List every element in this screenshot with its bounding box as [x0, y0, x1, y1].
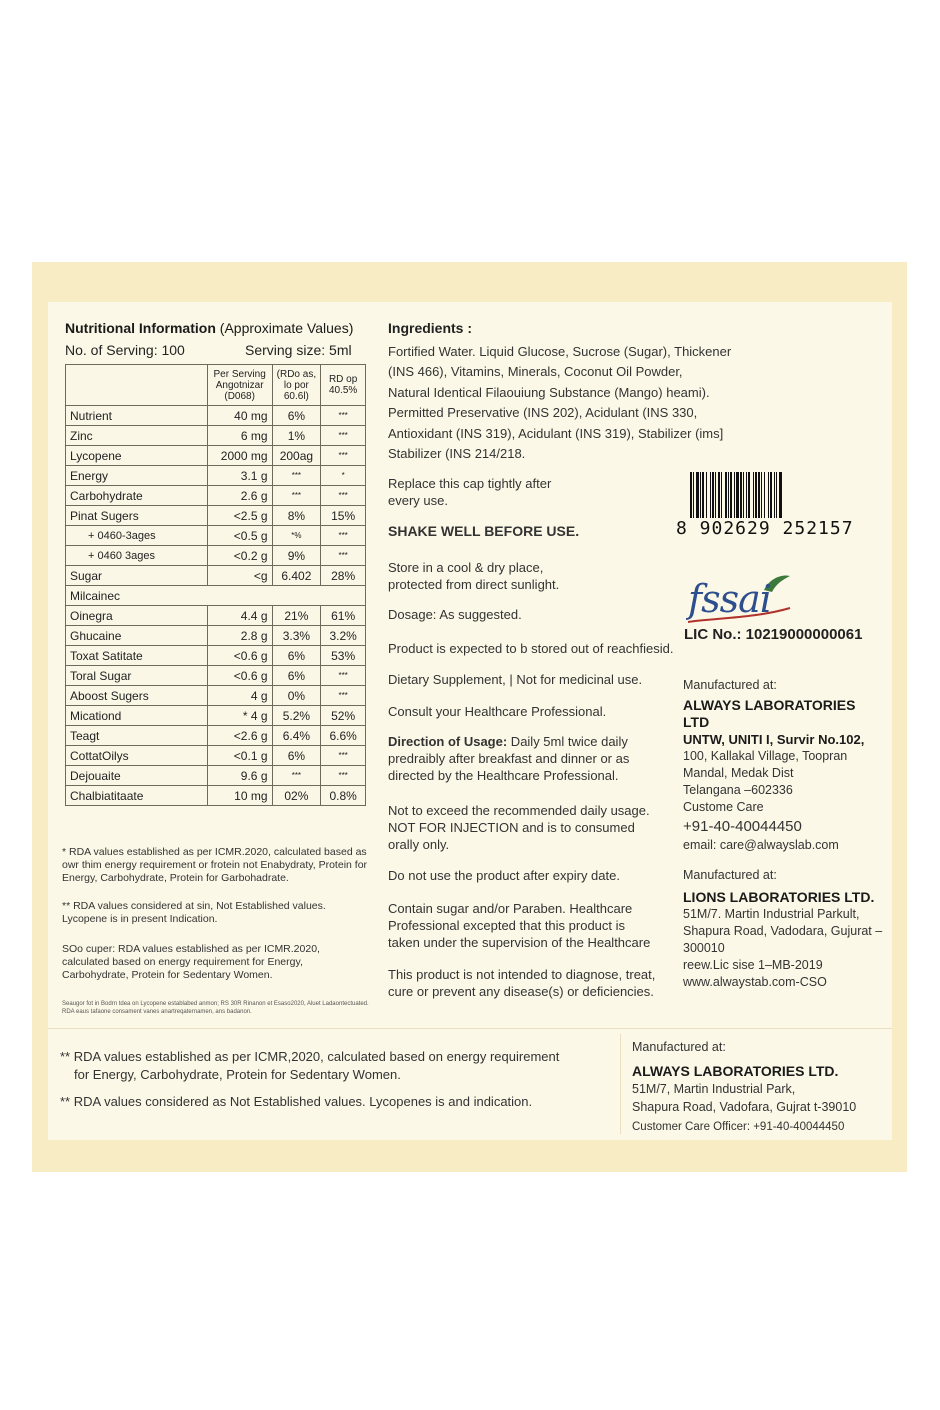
table-row	[66, 486, 366, 506]
manufacturer-address: Shapura Road, Vadofara, Gujrat t-39010	[632, 1100, 857, 1114]
nutrient-rdb: *	[321, 466, 366, 486]
nutrient-name: Ghucaine	[66, 626, 208, 646]
nutrient-name: Micationd	[66, 706, 208, 726]
nutrient-rdb: 61%	[321, 606, 366, 626]
barcode-bar	[696, 472, 699, 520]
nutrient-rda: 6.4%	[272, 726, 321, 746]
manufacturer-address: 300010	[683, 941, 725, 955]
table-row	[66, 606, 366, 626]
manufacturer-label: Manufactured at:	[632, 1040, 726, 1054]
barcode-bar	[753, 472, 754, 520]
barcode-graphic	[690, 472, 868, 524]
nutrient-amount: <2.5 g	[207, 506, 272, 526]
customer-care-line: Customer Care Officer: +91-40-40044450	[632, 1121, 845, 1133]
nutrient-rda: 5.2%	[272, 706, 321, 726]
footnote-4: Seaugor fot in Bodrn tdea on Lycopene establabed anmon; RS 30R Rinanon et Esaso2020, Aluet Ladaontectuated. RDA eaus tafaone consament vanes anartreqaternamen, ans badanon.	[62, 1001, 369, 1015]
manufacturer-label: Manufactured at:	[683, 868, 777, 882]
nutrient-amount: 10 mg	[207, 786, 272, 806]
table-row	[66, 526, 366, 546]
storage-note: Store in a cool & dry place, protected from direct sunlight.	[388, 560, 560, 592]
nutrient-rda: 6%	[272, 646, 321, 666]
barcode-bar	[693, 472, 694, 520]
table-row	[66, 706, 366, 726]
nutrient-name: Milcainec	[66, 586, 366, 606]
nutrient-rdb: ***	[321, 446, 366, 466]
nutrient-name: Dejouaite	[66, 766, 208, 786]
nutrition-table	[65, 364, 366, 806]
nutrient-name: Toxat Satitate	[66, 646, 208, 666]
nutrient-rda: 200ag	[272, 446, 321, 466]
barcode-bar	[736, 472, 739, 520]
nutrient-name: CottatOilys	[66, 746, 208, 766]
bottom-note-2: ** RDA values considered as Not Established values. Lycopenes is and indication.	[60, 1094, 533, 1109]
footnote-2: ** RDA values considered at sin, Not Established values. Lycopene is in present Indication.	[62, 900, 326, 925]
manufacturer-company: LIONS LABORATORIES LTD.	[683, 889, 875, 905]
table-header-per-serving: Per Serving Angotnizar (D068)	[207, 365, 272, 406]
nutrient-amount: <0.6 g	[207, 666, 272, 686]
manufacturer-label: Manufactured at:	[683, 678, 777, 692]
nutrient-amount: 9.6 g	[207, 766, 272, 786]
manufacturer-address: Mandal, Medak Dist	[683, 766, 794, 780]
nutrient-name: Sugar	[66, 566, 208, 586]
barcode-bar	[748, 472, 750, 520]
nutrient-amount: 40 mg	[207, 406, 272, 426]
table-row	[66, 426, 366, 446]
bottom-manufacturer-block	[632, 1038, 882, 1136]
fssai-logo	[686, 572, 796, 624]
barcode-bar	[768, 472, 769, 520]
nutrient-name: Nutrient	[66, 406, 208, 426]
barcode-bar	[761, 472, 762, 520]
table-header-rda-b: RD op 40.5%	[321, 365, 366, 406]
nutrient-rda: 21%	[272, 606, 321, 626]
customer-care-email: email: care@alwayslab.com	[683, 838, 839, 852]
barcode-bar	[776, 472, 777, 520]
nutrient-amount: 2.6 g	[207, 486, 272, 506]
nutrient-rdb: ***	[321, 666, 366, 686]
table-row	[66, 746, 366, 766]
nutrient-amount: 4 g	[207, 686, 272, 706]
footnote-1: * RDA values established as per ICMR.2020, calculated based as owr thim energy requirement or frotein not Enabydraty, Protein for Energy, Carbohydrate, Protein for Garbohadrate.	[62, 846, 368, 884]
nutrient-name: Carbohydrate	[66, 486, 208, 506]
nutrient-name: + 0460 3ages	[66, 546, 208, 566]
nutrient-amount: <0.6 g	[207, 646, 272, 666]
manufacturer-block-2	[683, 867, 883, 991]
nutrient-rdb: ***	[321, 546, 366, 566]
barcode-number: 8 902629 252157	[676, 518, 854, 539]
disclaimer-note: This product is not intended to diagnose, treat, cure or prevent any disease(s) or deficiencies.	[388, 967, 656, 999]
fssai-license: LIC No.: 10219000000061	[684, 626, 863, 643]
nutrient-rda: 8%	[272, 506, 321, 526]
table-row	[66, 566, 366, 586]
table-row	[66, 786, 366, 806]
table-row	[66, 646, 366, 666]
table-row	[66, 766, 366, 786]
barcode-bar	[734, 472, 735, 520]
shake-warning: SHAKE WELL BEFORE USE.	[388, 523, 580, 539]
replace-cap-note: Replace this cap tightly after every use.	[388, 476, 552, 508]
bottom-note-line: for Energy, Carbohydrate, Protein for Sedentary Women.	[74, 1067, 401, 1082]
ingredients-line: Permitted Preservative (INS 202), Acidulant (INS 330,	[388, 405, 698, 421]
barcode-bar	[755, 472, 757, 520]
manufacturer-address: Telangana –602336	[683, 783, 793, 797]
barcode-bar	[743, 472, 744, 520]
table-row	[66, 626, 366, 646]
customer-care-phone: +91-40-40044450	[683, 818, 802, 835]
supplement-note: Dietary Supplement, | Not for medicinal use.	[388, 672, 643, 687]
nutrient-name: Energy	[66, 466, 208, 486]
barcode-bar	[728, 472, 729, 520]
nutrient-name: Teagt	[66, 726, 208, 746]
barcode-bar	[718, 472, 720, 520]
nutrient-rdb: ***	[321, 406, 366, 426]
dosage-note: Dosage: As suggested.	[388, 607, 522, 622]
barcode-bar	[710, 472, 711, 520]
table-row	[66, 686, 366, 706]
nutrient-name: Pinat Sugers	[66, 506, 208, 526]
nutrient-amount: <0.5 g	[207, 526, 272, 546]
direction-of-usage	[388, 733, 633, 784]
nutrient-rdb: ***	[321, 686, 366, 706]
nutrient-name: Toral Sugar	[66, 666, 208, 686]
barcode-bar	[725, 472, 727, 520]
barcode-bar	[740, 472, 742, 520]
section-divider	[48, 1028, 892, 1029]
nutrient-rda: 1%	[272, 426, 321, 446]
nutrient-rdb: 3.2%	[321, 626, 366, 646]
nutrient-name: Lycopene	[66, 446, 208, 466]
table-row	[66, 446, 366, 466]
barcode-bar	[746, 472, 747, 520]
servings-count: No. of Serving: 100	[65, 342, 185, 358]
ingredients-text	[388, 342, 738, 464]
nutrient-name: Aboost Sugers	[66, 686, 208, 706]
barcode-bar	[770, 472, 772, 520]
nutrient-rda: 6%	[272, 406, 321, 426]
manufacturer-address: 51M/7, Martin Industrial Park,	[632, 1082, 796, 1096]
nutrient-rda: *%	[272, 526, 321, 546]
barcode-bar	[764, 472, 765, 520]
barcode-bar	[774, 472, 775, 520]
nutrient-rdb: ***	[321, 746, 366, 766]
nutrient-rdb: ***	[321, 766, 366, 786]
direction-text: Daily 5ml twice daily predraibly after breakfast and dinner or as directed by the Healthcare Professional.	[388, 734, 630, 783]
barcode-bar	[721, 472, 722, 520]
barcode-bar	[690, 472, 692, 520]
nutrient-amount: 4.4 g	[207, 606, 272, 626]
ingredients-line: (INS 466), Vitamins, Minerals, Coconut Oil Powder,	[388, 364, 683, 380]
footnote-3: SOo cuper: RDA values established as per ICMR.2020, calculated based on energy requirement for Energy, Carbohydrate, Protein for Sedentary Women.	[62, 943, 320, 981]
barcode-bar	[706, 472, 707, 520]
nutrient-rdb: 15%	[321, 506, 366, 526]
barcode-bar	[700, 472, 701, 520]
nutrient-amount: <2.6 g	[207, 726, 272, 746]
barcode-bar	[712, 472, 714, 520]
usage-warning: Not to exceed the recommended daily usage. NOT FOR INJECTION and is to consumed orally only.	[388, 803, 650, 852]
nutrient-rda: ***	[272, 466, 321, 486]
barcode-bar	[702, 472, 704, 520]
nutrient-rdb: ***	[321, 526, 366, 546]
nutrient-amount: <g	[207, 566, 272, 586]
expiry-note: Do not use the product after expiry date.	[388, 868, 620, 883]
nutrient-rda: 6%	[272, 746, 321, 766]
manufacturer-address: 51M/7. Martin Industrial Parkult,	[683, 907, 860, 921]
manufacturer-license: reew.Lic sise 1–MB-2019	[683, 958, 823, 972]
direction-label: Direction of Usage:	[388, 734, 508, 749]
nutrient-rdb: ***	[321, 426, 366, 446]
table-row	[66, 546, 366, 566]
barcode-bar	[758, 472, 760, 520]
bottom-note-1	[60, 1048, 620, 1084]
nutrient-rda: ***	[272, 486, 321, 506]
table-row	[66, 406, 366, 426]
nutrient-name: Zinc	[66, 426, 208, 446]
ingredients-line: Natural Identical Filaouiung Substance (Mango) heami).	[388, 384, 710, 400]
barcode-bar	[715, 472, 716, 520]
nutrient-name: Chalbiatitaate	[66, 786, 208, 806]
consult-note: Consult your Healthcare Professional.	[388, 704, 607, 719]
nutrient-rdb: 52%	[321, 706, 366, 726]
nutrient-amount: 2000 mg	[207, 446, 272, 466]
nutrient-amount: <0.2 g	[207, 546, 272, 566]
manufacturer-company: ALWAYS LABORATORIES LTD.	[632, 1063, 839, 1079]
manufacturer-company: ALWAYS LABORATORIES LTD	[683, 697, 856, 730]
serving-size: Serving size: 5ml	[245, 342, 352, 358]
manufacturer-block-1	[683, 677, 883, 854]
customer-care-label: Custome Care	[683, 800, 764, 814]
nutrient-rdb: 0.8%	[321, 786, 366, 806]
ingredients-line: Fortified Water. Liquid Glucose, Sucrose (Sugar), Thickener	[388, 344, 732, 359]
manufacturer-address: 100, Kallakal Village, Toopran	[683, 749, 848, 763]
nutrient-amount: 3.1 g	[207, 466, 272, 486]
ingredients-line: Antioxidant (INS 319), Acidulant (INS 319), Stabilizer (ims]	[388, 425, 724, 441]
nutrient-rda: 0%	[272, 686, 321, 706]
nutrient-rda: 6.402	[272, 566, 321, 586]
bottom-divider	[620, 1034, 621, 1134]
nutrient-amount: 2.8 g	[207, 626, 272, 646]
table-row	[66, 466, 366, 486]
barcode-bar	[779, 472, 782, 520]
nutrient-rda: ***	[272, 766, 321, 786]
table-header-name	[66, 365, 208, 406]
nutrient-rda: 6%	[272, 666, 321, 686]
nutrient-rdb: 6.6%	[321, 726, 366, 746]
svg-text:fssai: fssai	[688, 577, 771, 621]
nutrient-name: Oinegra	[66, 606, 208, 626]
nutrient-amount: <0.1 g	[207, 746, 272, 766]
table-row	[66, 506, 366, 526]
reach-note: Product is expected to b stored out of reachfiesid.	[388, 641, 674, 656]
barcode-bar	[730, 472, 732, 520]
ingredients-title: Ingredients :	[388, 320, 473, 336]
nutrient-rda: 3.3%	[272, 626, 321, 646]
nutrient-rdb: 28%	[321, 566, 366, 586]
nutrient-amount: 6 mg	[207, 426, 272, 446]
table-row	[66, 666, 366, 686]
manufacturer-address: Shapura Road, Vadodara, Gujurat –	[683, 924, 883, 938]
nutrient-amount: * 4 g	[207, 706, 272, 726]
contain-note: Contain sugar and/or Paraben. Healthcare Professional excepted that this product is taken under the supervision of the Healthcare	[388, 901, 651, 950]
bottom-note-line: ** RDA values established as per ICMR,2020, calculated based on energy requirement	[60, 1049, 560, 1064]
table-header-rda-a: (RDo as, lo por 60.6l)	[272, 365, 321, 406]
nutrient-rdb: ***	[321, 486, 366, 506]
table-row	[66, 726, 366, 746]
manufacturer-address: UNTW, UNITI I, Survir No.102,	[683, 732, 865, 747]
ingredients-line: Stabilizer (INS 214/218.	[388, 446, 526, 462]
manufacturer-website: www.alwaystab.com-CSO	[683, 975, 827, 989]
nutrition-title: Nutritional Information (Approximate Values)	[65, 320, 354, 336]
nutrient-rdb: 53%	[321, 646, 366, 666]
nutrient-rda: 02%	[272, 786, 321, 806]
nutrient-rda: 9%	[272, 546, 321, 566]
nutrient-name: + 0460-3ages	[66, 526, 208, 546]
table-row	[66, 586, 366, 606]
